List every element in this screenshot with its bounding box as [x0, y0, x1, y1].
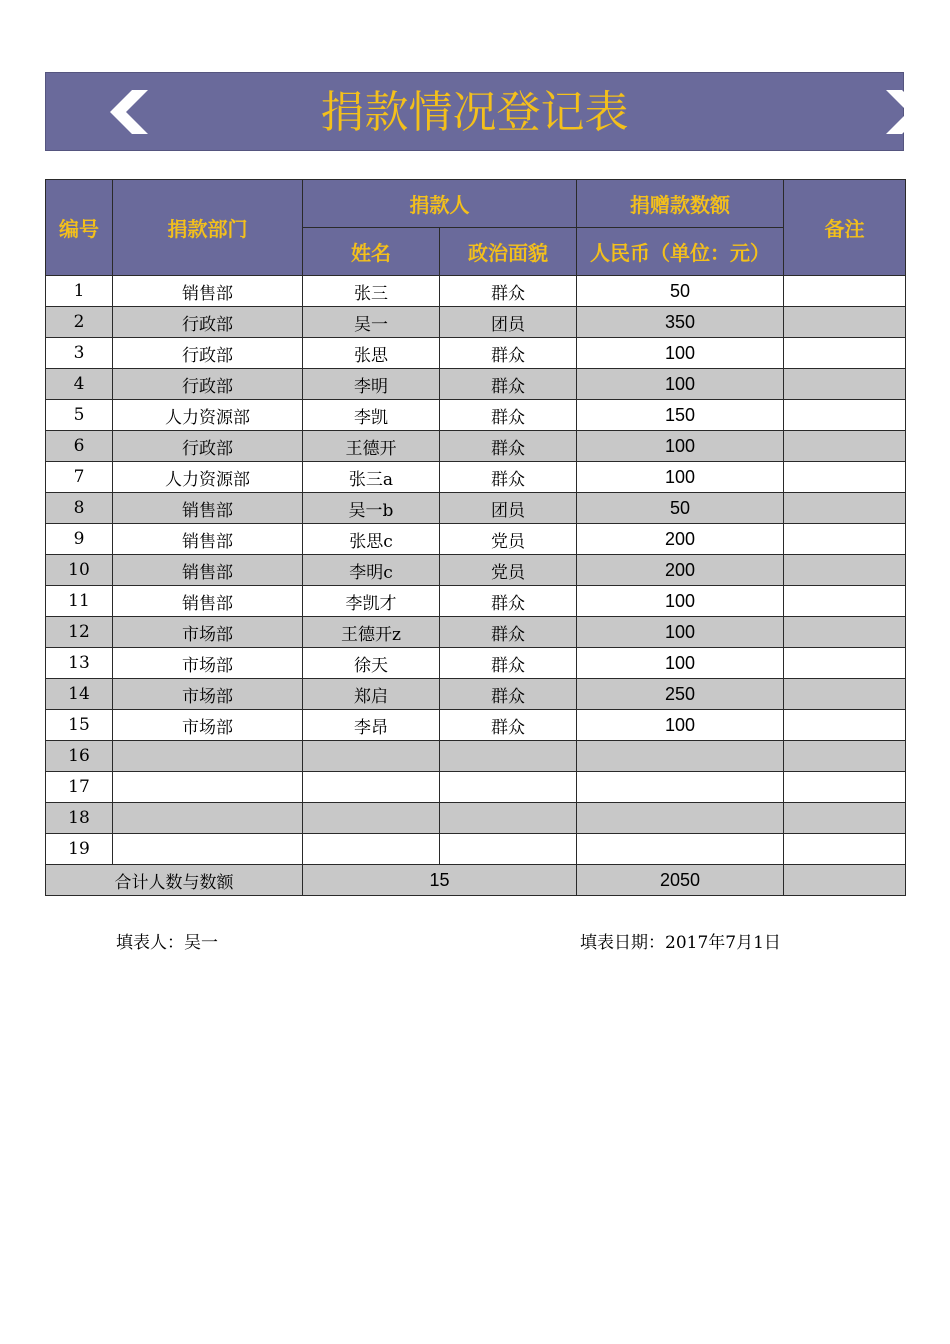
table-row: [46, 834, 906, 865]
filler-label: 填表人：吴一: [116, 933, 218, 953]
row-name[interactable]: 吴一b: [303, 493, 440, 524]
header-rmb: 人民币（单位：元）: [577, 228, 784, 276]
row-remark[interactable]: [784, 803, 906, 834]
header-name: 姓名: [303, 228, 440, 276]
row-name[interactable]: 李凯才: [303, 586, 440, 617]
row-remark[interactable]: [784, 741, 906, 772]
row-amount[interactable]: 100: [577, 431, 784, 462]
row-political[interactable]: 群众: [440, 617, 577, 648]
row-dept[interactable]: 销售部: [113, 493, 303, 524]
row-amount[interactable]: [577, 741, 784, 772]
table-row: [46, 586, 906, 617]
row-id: 5: [46, 400, 113, 431]
row-political[interactable]: 群众: [440, 400, 577, 431]
row-amount[interactable]: 350: [577, 307, 784, 338]
table-row: [46, 679, 906, 710]
row-remark[interactable]: [784, 462, 906, 493]
header-remark: 备注: [784, 180, 906, 276]
table-row: [46, 741, 906, 772]
row-name[interactable]: 李明: [303, 369, 440, 400]
table-row: [46, 493, 906, 524]
row-dept[interactable]: 市场部: [113, 710, 303, 741]
table-row: [46, 400, 906, 431]
row-id: 13: [46, 648, 113, 679]
table-row: [46, 803, 906, 834]
row-dept[interactable]: 行政部: [113, 431, 303, 462]
chevron-right-icon[interactable]: [884, 90, 926, 134]
row-political[interactable]: 群众: [440, 276, 577, 307]
row-name[interactable]: 徐天: [303, 648, 440, 679]
row-dept[interactable]: 销售部: [113, 276, 303, 307]
row-id: 10: [46, 555, 113, 586]
row-dept[interactable]: 销售部: [113, 586, 303, 617]
row-id: 9: [46, 524, 113, 555]
row-political[interactable]: 群众: [440, 710, 577, 741]
row-remark[interactable]: [784, 307, 906, 338]
row-remark[interactable]: [784, 617, 906, 648]
row-dept[interactable]: [113, 772, 303, 803]
row-remark[interactable]: [784, 524, 906, 555]
row-political[interactable]: 群众: [440, 648, 577, 679]
row-amount[interactable]: 100: [577, 586, 784, 617]
row-name[interactable]: [303, 803, 440, 834]
row-id: 1: [46, 276, 113, 307]
row-remark[interactable]: [784, 369, 906, 400]
table-row: [46, 617, 906, 648]
row-id: 2: [46, 307, 113, 338]
table-row: [46, 524, 906, 555]
table-row: [46, 369, 906, 400]
row-amount[interactable]: 200: [577, 555, 784, 586]
total-remark[interactable]: [784, 865, 906, 896]
row-remark[interactable]: [784, 493, 906, 524]
row-dept[interactable]: 人力资源部: [113, 462, 303, 493]
row-amount[interactable]: 100: [577, 369, 784, 400]
header-dept: 捐款部门: [113, 180, 303, 276]
row-remark[interactable]: [784, 772, 906, 803]
row-dept[interactable]: [113, 803, 303, 834]
row-political[interactable]: 团员: [440, 307, 577, 338]
row-political[interactable]: 群众: [440, 462, 577, 493]
row-name[interactable]: [303, 741, 440, 772]
row-amount[interactable]: 200: [577, 524, 784, 555]
row-dept[interactable]: 市场部: [113, 617, 303, 648]
table-row: [46, 431, 906, 462]
row-remark[interactable]: [784, 276, 906, 307]
row-political[interactable]: [440, 803, 577, 834]
row-political[interactable]: [440, 772, 577, 803]
row-id: 6: [46, 431, 113, 462]
table-row: [46, 276, 906, 307]
row-remark[interactable]: [784, 400, 906, 431]
row-name[interactable]: 吴一: [303, 307, 440, 338]
row-id: 14: [46, 679, 113, 710]
row-remark[interactable]: [784, 679, 906, 710]
row-dept[interactable]: 销售部: [113, 555, 303, 586]
row-amount[interactable]: [577, 834, 784, 865]
row-name[interactable]: 张三a: [303, 462, 440, 493]
title-banner: [45, 72, 904, 151]
row-name[interactable]: 王德开z: [303, 617, 440, 648]
row-name[interactable]: 王德开: [303, 431, 440, 462]
header-amount-group: 捐赠款数额: [577, 180, 784, 228]
row-political[interactable]: [440, 741, 577, 772]
row-id: 19: [46, 834, 113, 865]
row-name[interactable]: [303, 834, 440, 865]
header-political: 政治面貌: [440, 228, 577, 276]
row-political[interactable]: [440, 834, 577, 865]
table-row: [46, 772, 906, 803]
table-row: [46, 462, 906, 493]
row-amount[interactable]: 100: [577, 710, 784, 741]
row-name[interactable]: [303, 772, 440, 803]
row-id: 16: [46, 741, 113, 772]
row-id: 8: [46, 493, 113, 524]
row-amount[interactable]: [577, 772, 784, 803]
row-dept[interactable]: [113, 741, 303, 772]
row-name[interactable]: 李凯: [303, 400, 440, 431]
row-amount[interactable]: 100: [577, 617, 784, 648]
row-dept[interactable]: 市场部: [113, 648, 303, 679]
row-name[interactable]: 李昂: [303, 710, 440, 741]
row-name[interactable]: 张思: [303, 338, 440, 369]
row-remark[interactable]: [784, 338, 906, 369]
row-dept[interactable]: 行政部: [113, 338, 303, 369]
total-count: 15: [303, 865, 577, 896]
row-dept[interactable]: 市场部: [113, 679, 303, 710]
table-row: [46, 307, 906, 338]
row-remark[interactable]: [784, 555, 906, 586]
row-name[interactable]: 李明c: [303, 555, 440, 586]
total-row: [46, 865, 906, 896]
row-amount[interactable]: 100: [577, 338, 784, 369]
row-remark[interactable]: [784, 834, 906, 865]
row-dept[interactable]: 行政部: [113, 369, 303, 400]
row-amount[interactable]: 100: [577, 648, 784, 679]
row-political[interactable]: 群众: [440, 369, 577, 400]
row-name[interactable]: 张三: [303, 276, 440, 307]
table-row: [46, 710, 906, 741]
row-remark[interactable]: [784, 431, 906, 462]
row-remark[interactable]: [784, 710, 906, 741]
row-political[interactable]: 群众: [440, 586, 577, 617]
row-amount[interactable]: 50: [577, 493, 784, 524]
row-id: 3: [46, 338, 113, 369]
row-amount[interactable]: 50: [577, 276, 784, 307]
row-remark[interactable]: [784, 648, 906, 679]
row-amount[interactable]: [577, 803, 784, 834]
row-id: 18: [46, 803, 113, 834]
row-name[interactable]: 郑启: [303, 679, 440, 710]
row-id: 12: [46, 617, 113, 648]
row-id: 11: [46, 586, 113, 617]
table-row: [46, 555, 906, 586]
table-row: [46, 648, 906, 679]
row-political[interactable]: 群众: [440, 679, 577, 710]
row-political[interactable]: 群众: [440, 431, 577, 462]
row-political[interactable]: 群众: [440, 338, 577, 369]
row-id: 17: [46, 772, 113, 803]
row-id: 7: [46, 462, 113, 493]
row-id: 15: [46, 710, 113, 741]
row-political[interactable]: 团员: [440, 493, 577, 524]
row-dept[interactable]: 销售部: [113, 524, 303, 555]
row-political[interactable]: 党员: [440, 524, 577, 555]
row-amount[interactable]: 100: [577, 462, 784, 493]
fill-date-label: 填表日期：2017年7月1日: [580, 933, 781, 953]
row-amount[interactable]: 150: [577, 400, 784, 431]
total-amount: 2050: [577, 865, 784, 896]
row-dept[interactable]: 行政部: [113, 307, 303, 338]
row-remark[interactable]: [784, 586, 906, 617]
row-amount[interactable]: 250: [577, 679, 784, 710]
row-dept[interactable]: 人力资源部: [113, 400, 303, 431]
page-title: 捐款情况登记表: [320, 87, 629, 138]
header-donor-group: 捐款人: [303, 180, 577, 228]
row-id: 4: [46, 369, 113, 400]
total-label: 合计人数与数额: [46, 865, 303, 896]
row-name[interactable]: 张思c: [303, 524, 440, 555]
header-id: 编号: [46, 180, 113, 276]
donation-table: [45, 179, 906, 896]
row-political[interactable]: 党员: [440, 555, 577, 586]
row-dept[interactable]: [113, 834, 303, 865]
table-row: [46, 338, 906, 369]
